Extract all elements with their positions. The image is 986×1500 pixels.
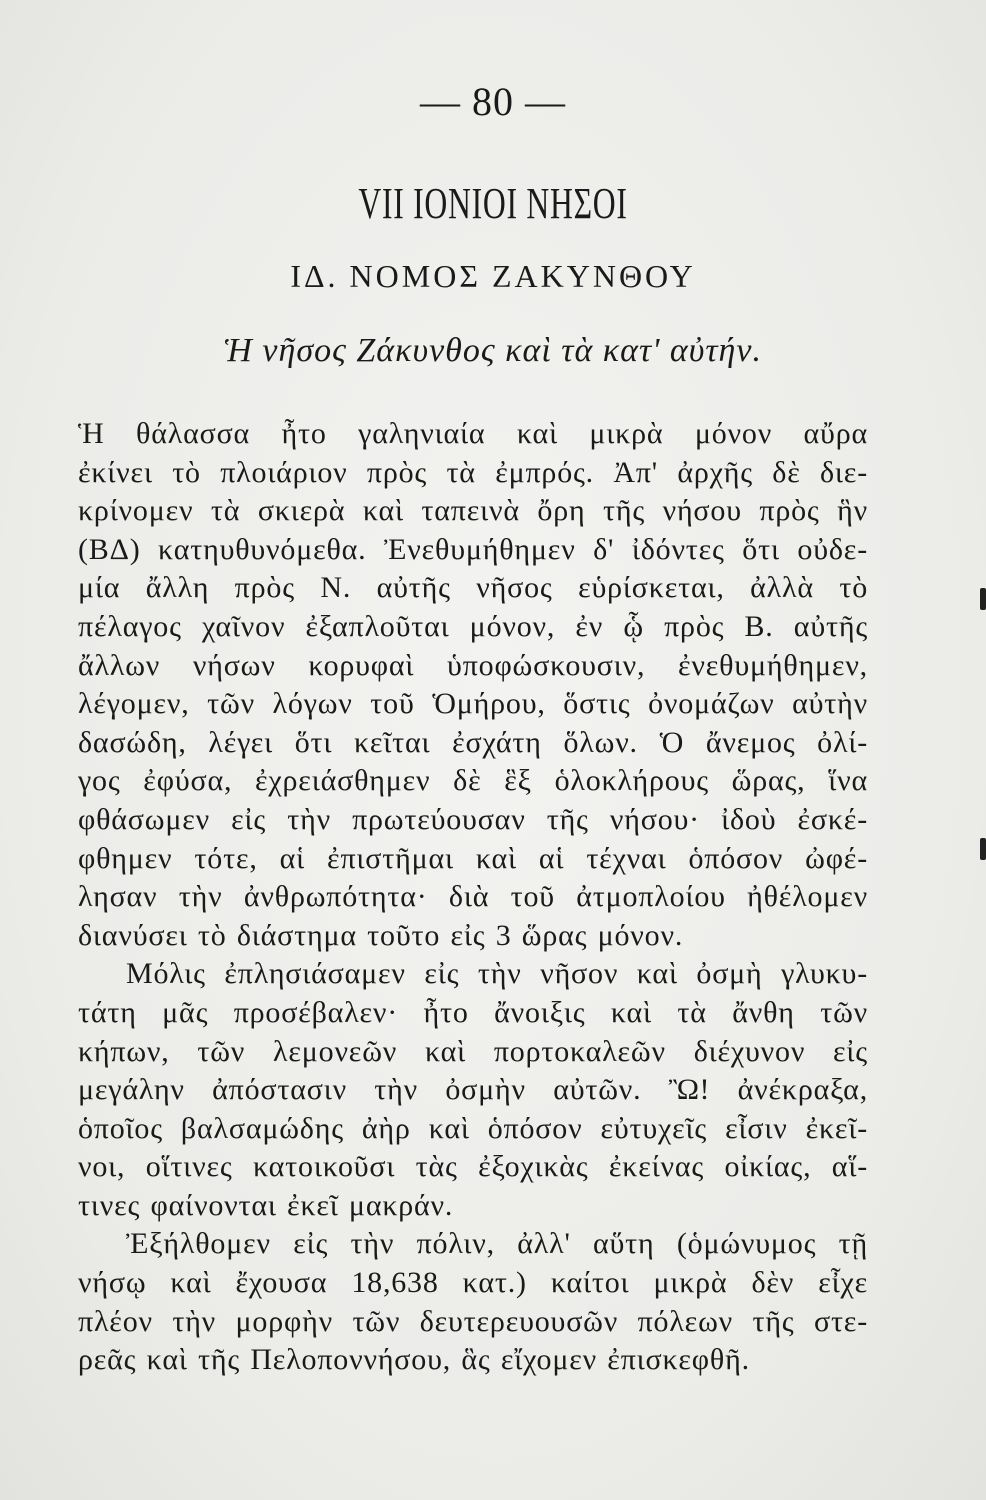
text-line: διανύσει τὸ διάστημα τοῦτο εἰς 3 ὥρας μόνον. — [78, 918, 684, 952]
section-subtitle: Ἡ νῆσος Ζάκυνθος καὶ τὰ κατ' αὐτήν. — [224, 332, 762, 369]
text-line: ἐκίνει τὸ πλοιάριον πρὸς τὰ ἐμπρός. Ἀπ' ἀρχῆς δὲ διε- — [78, 455, 868, 489]
chapter-title: VII ΙΟΝΙΟΙ ΝΗΣΟΙ — [358, 179, 628, 228]
edge-mark — [980, 838, 986, 860]
body-text — [78, 415, 868, 1380]
page-number: — 80 — — [420, 79, 566, 124]
text-line: φθημεν τότε, αἱ ἐπιστῆμαι καὶ αἱ τέχναι ὁπόσον ὠφέ- — [78, 841, 868, 875]
text-line: πέλαγος χαῖνον ἐξαπλοῦται μόνον, ἐν ᾧ πρὸς Β. αὐτῆς — [78, 609, 868, 643]
text-line: κήπων, τῶν λεμονεῶν καὶ πορτοκαλεῶν διέχυνον εἰς — [78, 1034, 868, 1068]
paragraph-1 — [78, 415, 868, 955]
text-line: Ἡ θάλασσα ἦτο γαληνιαία καὶ μικρὰ μόνον αὔρα — [78, 417, 868, 450]
text-line: ρεᾶς καὶ τῆς Πελοποννήσου, ἃς εἴχομεν ἐπισκεφθῆ. — [78, 1343, 750, 1377]
text-line: νοι, οἵτινες κατοικοῦσι τὰς ἐξοχικὰς ἐκείνας οἰκίας, αἵ- — [78, 1150, 868, 1184]
text-line: (ΒΔ) κατηυθυνόμεθα. Ἐνεθυμήθημεν δ' ἰδόντες ὅτι οὐδε- — [78, 532, 868, 566]
text-line: λέγομεν, τῶν λόγων τοῦ Ὁμήρου, ὅστις ὀνομάζων αὐτὴν — [78, 687, 868, 721]
text-line: μία ἄλλη πρὸς Ν. αὐτῆς νῆσος εὑρίσκεται, ἀλλὰ τὸ — [78, 571, 868, 605]
text-line: τάτη μᾶς προσέβαλεν· ἦτο ἄνοιξις καὶ τὰ ἄνθη τῶν — [78, 995, 868, 1029]
text-line: ἄλλων νήσων κορυφαὶ ὑποφώσκουσιν, ἐνεθυμήθημεν, — [78, 648, 868, 682]
text-line: γος ἐφύσα, ἐχρειάσθημεν δὲ ἓξ ὁλοκλήρους ὥρας, ἵνα — [78, 764, 868, 798]
text-line: ὁποῖος βαλσαμώδης ἀὴρ καὶ ὁπόσον εὐτυχεῖς εἶσιν ἐκεῖ- — [78, 1111, 868, 1145]
text-line: τινες φαίνονται ἐκεῖ μακράν. — [78, 1188, 454, 1222]
paragraph-3 — [78, 1225, 868, 1379]
text-line: κρίνομεν τὰ σκιερὰ καὶ ταπεινὰ ὄρη τῆς νήσου πρὸς ἣν — [78, 494, 868, 528]
text-line: μεγάλην ἀπόστασιν τὴν ὀσμὴν αὐτῶν. Ὢ! ἀνέκραξα, — [78, 1073, 868, 1107]
text-line: Ἐξήλθομεν εἰς τὴν πόλιν, ἀλλ' αὕτη (ὁμώνυμος τῇ — [126, 1227, 868, 1261]
text-line: φθάσωμεν εἰς τὴν πρωτεύουσαν τῆς νήσου· ἰδοὺ ἐσκέ- — [78, 802, 868, 836]
section-title: ΙΔ. ΝΟΜΟΣ ΖΑΚΥΝΘΟΥ — [290, 258, 696, 294]
text-line: νήσῳ καὶ ἔχουσα 18,638 κατ.) καίτοι μικρὰ δὲν εἶχε — [78, 1266, 868, 1300]
text-line: λησαν τὴν ἀνθρωπότητα· διὰ τοῦ ἀτμοπλοίου ἠθέλομεν — [78, 880, 868, 914]
text-line: δασώδη, λέγει ὅτι κεῖται ἐσχάτη ὅλων. Ὁ ἄνεμος ὀλί- — [78, 725, 868, 759]
text-line: Μόλις ἐπλησιάσαμεν εἰς τὴν νῆσον καὶ ὀσμὴ γλυκυ- — [126, 957, 868, 991]
paragraph-2 — [78, 955, 868, 1225]
edge-mark — [980, 588, 986, 610]
text-line: πλέον τὴν μορφὴν τῶν δευτερευουσῶν πόλεων τῆς στε- — [78, 1304, 868, 1338]
